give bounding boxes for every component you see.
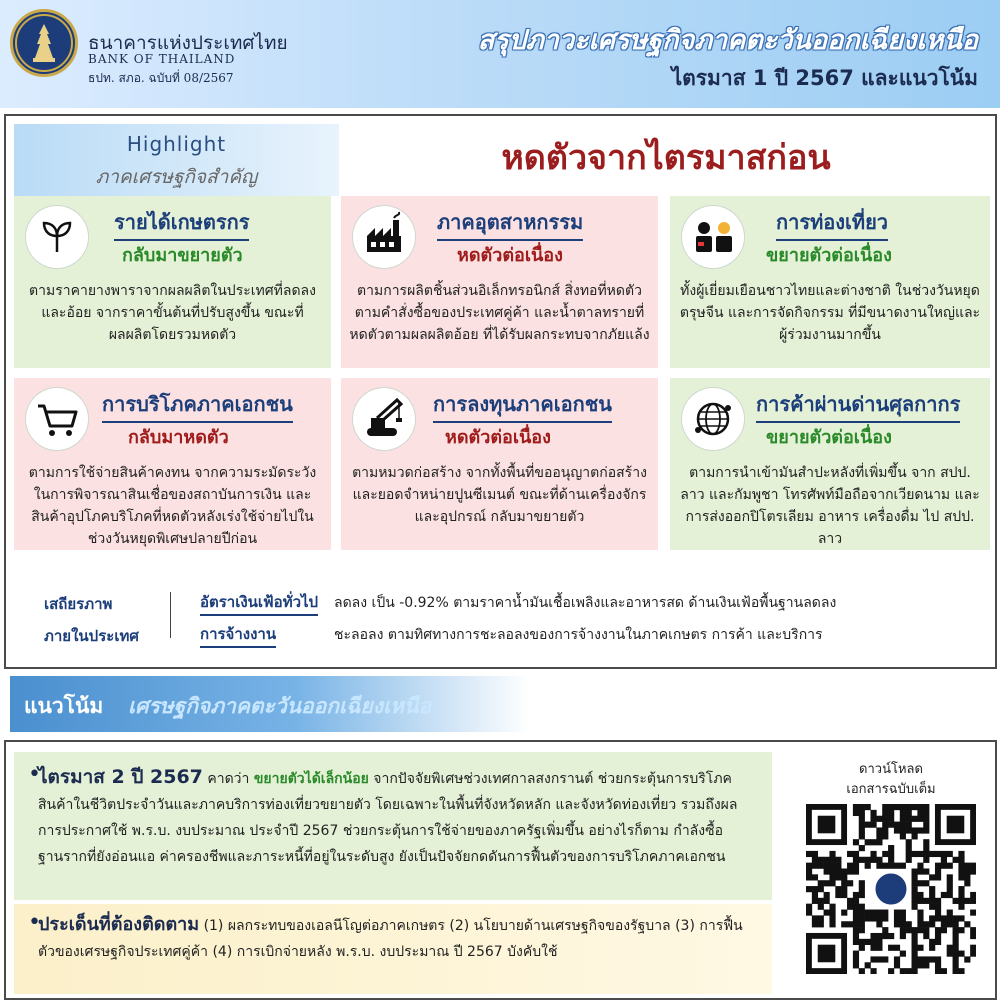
header-bar: [0, 0, 1000, 108]
highlight-label-box: [14, 124, 339, 196]
highlight-summary: หดตัวจากไตรมาสก่อน: [501, 138, 831, 178]
card-body: ตามการผลิตชิ้นส่วนอิเล็กทรอนิกส์ สิ่งทอที่หดตัวตามคำสั่งซื้อของประเทศคู่ค้า และน้ำตาลทรายที่หดตัวตามผลผลิตอ้อย ที่ได้รับผลกระทบจากภัยแล้ง: [349, 283, 650, 343]
employment-label: การจ้างงาน: [200, 622, 276, 648]
card-status: หดตัวต่อเนื่อง: [445, 427, 551, 448]
card-status: ขยายตัวต่อเนื่อง: [766, 427, 892, 448]
report-subtitle: ไตรมาส 1 ปี 2567 และแนวโน้ม: [671, 66, 978, 90]
card-title: การค้าผ่านด่านศุลกากร: [756, 388, 960, 423]
crane-icon: [353, 388, 415, 450]
card-title: รายได้เกษตรกร: [114, 206, 249, 241]
card-body: ตามการนำเข้ามันสำปะหลังที่เพิ่มขึ้น จาก สปป. ลาว และกัมพูชา โทรศัพท์มือถือจากเวียดนาม และการส่งออกปิโตรเลียม อาหาร เครื่องดื่ม ไป สปป. ลาว: [680, 465, 980, 547]
issue-number: ธปท. สภอ. ฉบับที่ 08/2567: [88, 71, 234, 85]
bullet: •: [28, 762, 41, 787]
card-title: ภาคอุตสาหกรรม: [437, 206, 583, 241]
tourist-icon: [682, 206, 744, 268]
qr-code[interactable]: [806, 804, 976, 974]
card-industry: [341, 196, 658, 368]
inflation-label: อัตราเงินเฟ้อทั่วไป: [200, 590, 318, 616]
domestic-stability: [22, 586, 982, 656]
q2-heading: ไตรมาส 2 ปี 2567: [38, 766, 203, 788]
card-status: ขยายตัวต่อเนื่อง: [766, 245, 892, 266]
divider: [170, 592, 171, 638]
plant-icon: [26, 206, 88, 268]
globe-network-icon: [682, 388, 744, 450]
stability-label-line1: เสถียรภาพ: [44, 595, 113, 613]
watch-issues-text: [38, 912, 758, 965]
card-tourism: [670, 196, 990, 368]
q2-outlook-box: [14, 752, 772, 900]
highlight-label-en: Highlight: [126, 132, 227, 156]
highlight-label-th: ภาคเศรษฐกิจสำคัญ: [95, 166, 258, 188]
q2-body: จากปัจจัยพิเศษช่วงเทศกาลสงกรานต์ ช่วยกระตุ้นการบริโภคสินค้าในชีวิตประจำวันและภาคบริการท่องเที่ยวขยายตัว โดยเฉพาะในพื้นที่จังหวัดหลัก และจังหวัดท่องเที่ยว รวมถึงผลการประกาศใช้ พ.ร.บ. งบประมาณ ประจำปี 2567 ช่วยกระตุ้นการใช้จ่ายของภาครัฐเพิ่มขึ้น อย่างไรก็ตาม กำลังซื้อฐานรากที่ยังอ่อนแอ ค่าครองชีพและภาระหนี้ที่อยู่ในระดับสูง ยังเป็นปัจจัยกดดันการฟื้นตัวของการบริโภคภาคเอกชน: [38, 771, 738, 865]
bank-name-th: ธนาคารแห่งประเทศไทย: [88, 32, 288, 54]
watch-issues-box: [14, 904, 772, 994]
bullet: •: [28, 910, 41, 935]
q2-highlight: ขยายตัวได้เล็กน้อย: [253, 771, 369, 787]
card-title: การลงทุนภาคเอกชน: [433, 388, 612, 423]
outlook-title: แนวโน้ม: [24, 694, 104, 718]
cart-icon: [26, 388, 88, 450]
bank-logo: [10, 9, 78, 77]
outlook-section: [4, 740, 997, 1000]
bank-name-en: BANK OF THAILAND: [88, 52, 236, 66]
card-status: กลับมาหดตัว: [128, 427, 229, 448]
card-farm-income: [14, 196, 331, 368]
download-label-2: เอกสารฉบับเต็ม: [846, 782, 936, 797]
card-title: การบริโภคภาคเอกชน: [102, 388, 293, 423]
card-body: ตามการใช้จ่ายสินค้าคงทน จากความระมัดระวังในการพิจารณาสินเชื่อของสถาบันการเงิน และสินค้าอุปโภคบริโภคที่หดตัวหลังเร่งใช้จ่ายไปในช่วงวันหยุดพิเศษปลายปีก่อน: [28, 465, 317, 547]
card-private-consumption: [14, 378, 331, 550]
download-label-1: ดาวน์โหลด: [859, 762, 923, 777]
inflation-text: ลดลง เป็น -0.92% ตามราคาน้ำมันเชื้อเพลิงและอาหารสด ด้านเงินเฟ้อพื้นฐานลดลง: [334, 595, 837, 611]
card-border-trade: [670, 378, 990, 550]
card-status: หดตัวต่อเนื่อง: [457, 245, 563, 266]
card-body: ทั้งผู้เยี่ยมเยือนชาวไทยและต่างชาติ ในช่วงวันหยุด ตรุษจีน และการจัดกิจกรรม ที่มีขนาดงานใหญ่และผู้ร่วมงานมากขึ้น: [679, 283, 981, 343]
q2-pre: คาดว่า: [207, 771, 250, 787]
outlook-banner: [10, 676, 530, 732]
factory-icon: [353, 206, 415, 268]
card-status: กลับมาขยายตัว: [122, 245, 243, 266]
highlight-section: [4, 114, 997, 669]
card-body: ตามหมวดก่อสร้าง จากทั้งพื้นที่ขออนุญาตก่อสร้าง และยอดจำหน่ายปูนซีเมนต์ ขณะที่ด้านเครื่องจักร และอุปกรณ์ กลับมาขยายตัว: [352, 465, 647, 525]
card-private-investment: [341, 378, 658, 550]
report-title: สรุปภาวะเศรษฐกิจภาคตะวันออกเฉียงเหนือ: [477, 25, 978, 56]
card-body: ตามราคายางพาราจากผลผลิตในประเทศที่ลดลง และอ้อย จากราคาขั้นต้นที่ปรับสูงขึ้น ขณะที่ผลผลิตโดยรวมหดตัว: [29, 283, 316, 343]
q2-outlook-text: [38, 764, 758, 870]
stability-label-line2: ภายในประเทศ: [44, 627, 139, 645]
card-title: การท่องเที่ยว: [776, 206, 888, 241]
employment-text: ชะลอลง ตามทิศทางการชะลอลงของการจ้างงานในภาคเกษตร การค้า และบริการ: [334, 627, 823, 643]
watch-heading: ประเด็นที่ต้องติดตาม: [38, 914, 200, 935]
outlook-subtitle: เศรษฐกิจภาคตะวันออกเฉียงเหนือ: [128, 694, 431, 718]
watch-body: (1) ผลกระทบของเอลนีโญต่อภาคเกษตร (2) นโยบายด้านเศรษฐกิจของรัฐบาล (3) การฟื้นตัวของเศรษฐกิจประเทศคู่ค้า (4) การเบิกจ่ายหลัง พ.ร.บ. งบประมาณ ปี 2567 บังคับใช้: [38, 918, 743, 960]
